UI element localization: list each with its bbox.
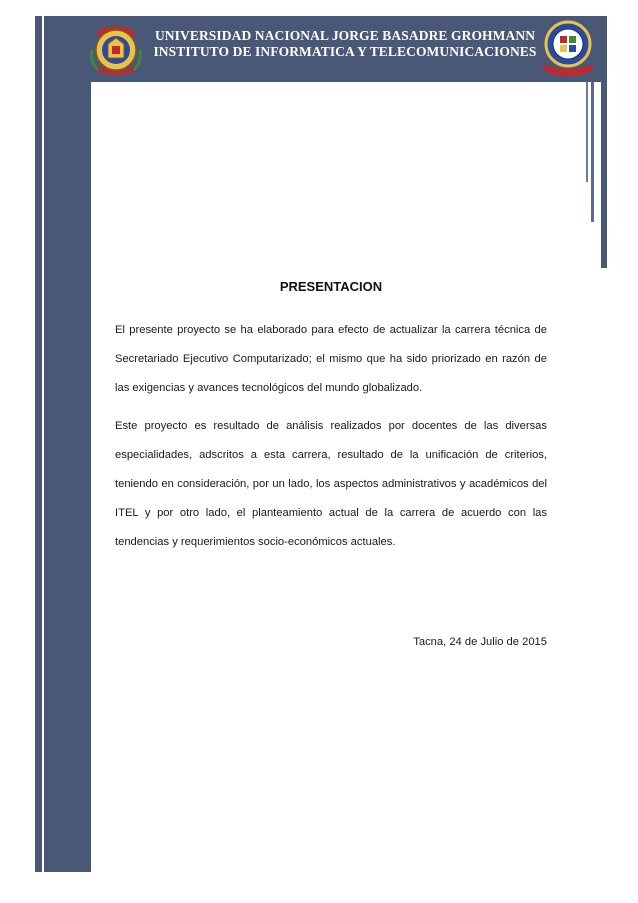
page-border-right-accent: [591, 82, 594, 222]
place-date: Tacna, 24 de Julio de 2015: [413, 636, 547, 648]
header-title: [140, 28, 550, 60]
paragraph: El presente proyecto se ha elaborado para efecto de actualizar la carrera técnica de Secretariado Ejecutivo Computarizado; el mismo que ha sido priorizado en razón de las exigencias y avances tecnológicos del mundo globalizado.: [115, 324, 547, 394]
university-crest-logo: [88, 20, 144, 78]
header-institute: INSTITUTO DE INFORMATICA Y TELECOMUNICACIONES: [153, 44, 537, 59]
paragraph: Este proyecto es resultado de análisis realizados por docentes de las diversas especialidades, adscritos a esta carrera, resultado de la unificación de criterios, teniendo en consideración, por un lado, los aspectos administrativos y académicos del ITEL y por otro lado, el planteamiento actual de la carrera de acuerdo con las tendencias y requerimientos socio-económicos actuales.: [115, 420, 547, 548]
page-border-left-thin: [35, 16, 42, 872]
page-border-left: [44, 16, 91, 872]
document-title: PRESENTACION: [279, 279, 383, 294]
page-border-right: [601, 82, 607, 268]
page-border-right-accent: [586, 82, 588, 182]
header-university: UNIVERSIDAD NACIONAL JORGE BASADRE GROHMANN: [154, 28, 536, 43]
